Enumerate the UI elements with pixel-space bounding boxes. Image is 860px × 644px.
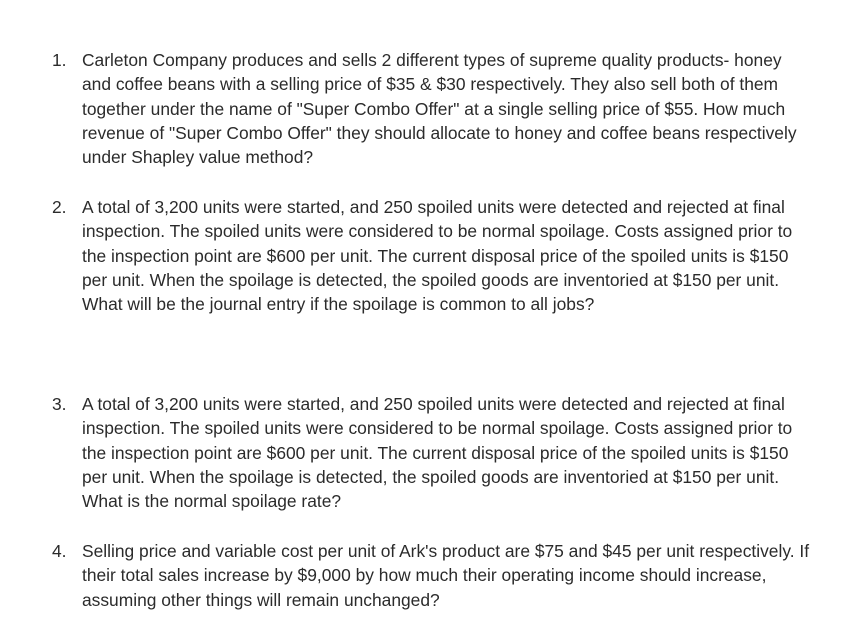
question-text: A total of 3,200 units were started, and 250 spoiled units were detected and rejected at final inspection. The spoiled units were considered to be normal spoilage. Costs assigned prior to the inspection point are $600 per unit. The current disposal price of the spoiled units is $150 per unit. When the spoilage is detected, the spoiled goods are inventoried at $150 per unit. What will be the journal entry if the spoilage is common to all jobs? [82,197,793,315]
question-number: 2. [52,197,67,217]
question-text: Carleton Company produces and sells 2 different types of supreme quality products- honey and coffee beans with a selling price of $35 & $30 respectively. They also sell both of them together under the name of "Super Combo Offer" at a single selling price of $55. How much revenue of "Super Combo Offer" they should allocate to honey and coffee beans respectively under Shapley value method? [82,50,797,168]
question-number: 4. [52,541,67,561]
question-number: 1. [52,50,67,70]
question-number: 3. [52,394,67,414]
question-text: A total of 3,200 units were started, and 250 spoiled units were detected and rejected at final inspection. The spoiled units were considered to be normal spoilage. Costs assigned prior to the inspection point are $600 per unit. The current disposal price of the spoiled units is $150 per unit. When the spoilage is detected, the spoiled goods are inventoried at $150 per unit. What is the normal spoilage rate? [82,394,793,512]
question-text: Selling price and variable cost per unit of Ark's product are $75 and $45 per unit respectively. If their total sales increase by $9,000 by how much their operating income should increase, assuming other things will remain unchanged? [82,541,810,610]
